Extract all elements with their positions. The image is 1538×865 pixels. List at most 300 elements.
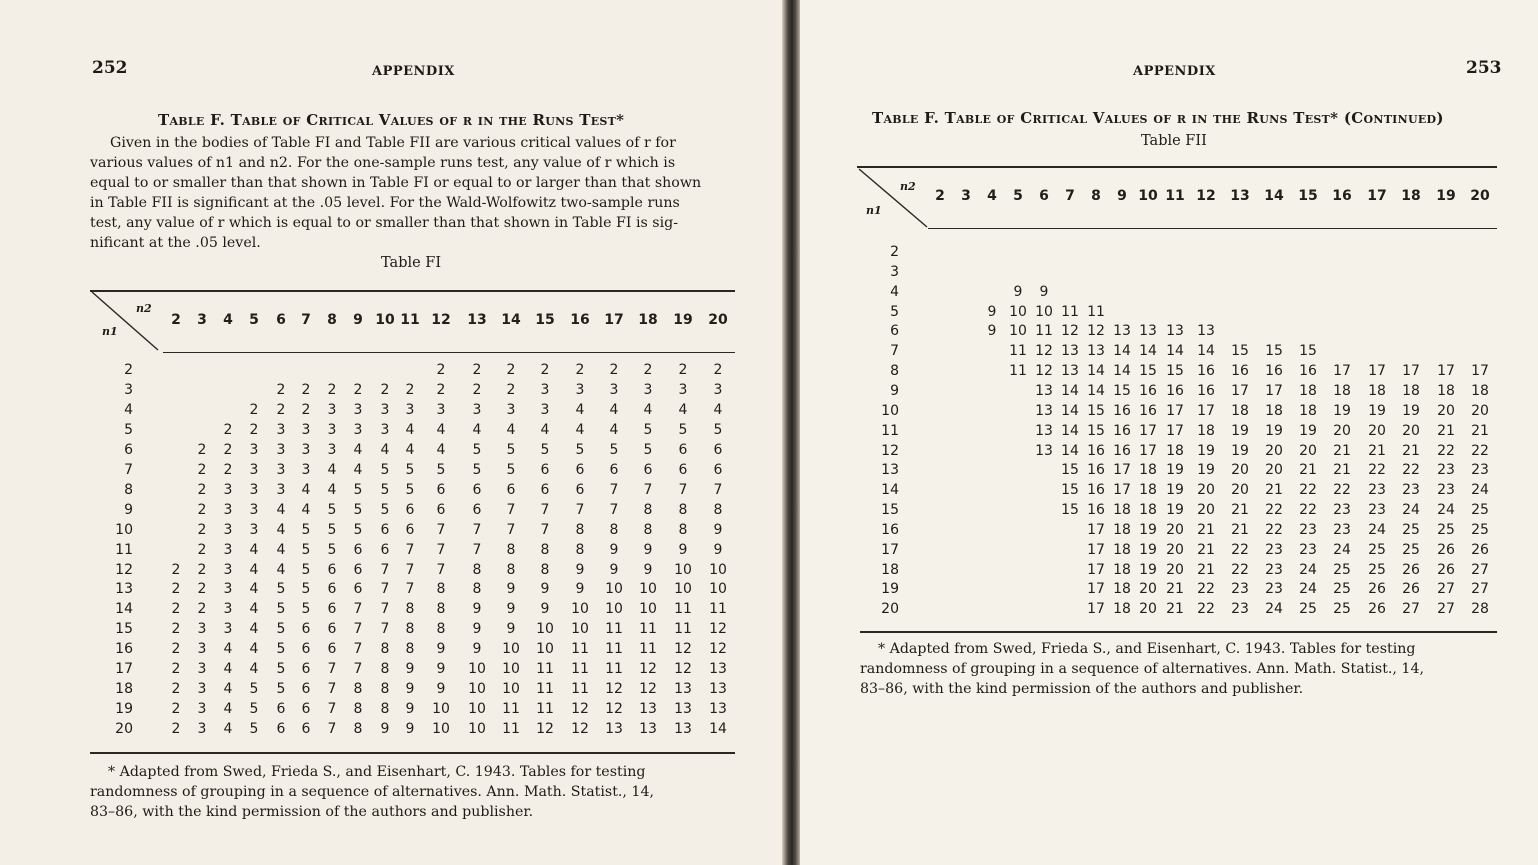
table-cell: 2 [171,681,181,698]
table-cell: 2 [609,362,619,378]
table-cell: 17 [1333,363,1351,380]
table-cell: 17 [1166,402,1184,419]
column-header: 5 [1013,188,1023,204]
table-cell: 13 [674,701,692,718]
table-cell: 9 [713,521,723,538]
row-header: 6 [124,441,133,458]
corner-diagonal [857,167,929,229]
table-cell: 11 [536,661,554,678]
table-cell: 18 [1113,601,1131,618]
table-cell: 3 [249,521,259,538]
table-cell: 10 [605,581,623,598]
table-cell: 13 [709,701,727,718]
table-cell: 21 [1333,462,1351,479]
table-cell: 3 [197,621,207,638]
table-subtitle: Table FI [381,255,442,271]
table-cell: 2 [575,362,585,378]
table-cell: 9 [472,641,482,658]
table-cell: 8 [643,501,653,518]
table-cell: 26 [1437,561,1455,578]
table-cell: 16 [1087,442,1105,459]
column-header: 9 [1117,188,1127,204]
table-cell: 20 [1166,561,1184,578]
table-cell: 11 [571,661,589,678]
table-cell: 13 [1035,382,1053,399]
col-var-label: n2 [900,180,916,193]
table-cell: 4 [353,461,363,478]
table-cell: 6 [436,481,446,498]
table-title: Table F. Table of Critical Values of r in the Runs Test* (Continued) [872,109,1444,127]
table-cell: 3 [276,481,286,498]
table-cell: 3 [575,381,585,398]
table-cell: 27 [1437,601,1455,618]
table-cell: 6 [472,501,482,518]
column-header: 7 [1065,188,1075,204]
table-cell: 7 [380,581,390,598]
table-cell: 10 [468,701,486,718]
table-cell: 20 [1139,581,1157,598]
table-cell: 17 [1368,363,1386,380]
table-cell: 7 [353,641,363,658]
column-header: 10 [375,312,395,328]
table-cell: 21 [1368,442,1386,459]
table-cell: 7 [436,521,446,538]
table-cell: 10 [1009,303,1027,320]
table-cell: 8 [472,581,482,598]
table-cell: 23 [1368,502,1386,519]
table-cell: 25 [1402,521,1420,538]
table-cell: 3 [223,541,233,558]
row-header: 15 [115,621,133,638]
table-cell: 6 [353,561,363,578]
table-cell: 5 [249,681,259,698]
table-cell: 10 [709,581,727,598]
table-cell: 12 [571,721,589,738]
table-cell: 9 [987,303,997,320]
table-cell: 10 [639,601,657,618]
table-cell: 4 [353,441,363,458]
table-cell: 13 [1035,422,1053,439]
table-cell: 5 [643,421,653,438]
table-cell: 11 [536,681,554,698]
table-cell: 24 [1299,581,1317,598]
table-cell: 10 [536,641,554,658]
table-cell: 11 [502,701,520,718]
row-header: 8 [890,363,899,380]
table-cell: 3 [380,401,390,418]
table-cell: 8 [353,721,363,738]
table-title: Table F. Table of Critical Values of r in the Runs Test* [158,111,625,129]
table-cell: 10 [468,681,486,698]
column-header: 16 [1332,188,1352,204]
table-cell: 7 [327,701,337,718]
table-cell: 9 [506,581,516,598]
column-header: 20 [708,312,728,328]
table-cell: 8 [380,701,390,718]
table-cell: 22 [1368,462,1386,479]
table-cell: 25 [1299,601,1317,618]
table-cell: 13 [1113,323,1131,340]
table-cell: 11 [605,641,623,658]
table-cell: 19 [1197,462,1215,479]
column-header: 7 [301,312,311,328]
table-cell: 4 [575,421,585,438]
table-cell: 4 [249,541,259,558]
table-cell: 2 [171,721,181,738]
table-cell: 17 [1139,422,1157,439]
table-cell: 5 [540,441,550,458]
table-cell: 2 [197,521,207,538]
table-cell: 5 [436,461,446,478]
table-cell: 2 [223,461,233,478]
table-cell: 17 [1087,601,1105,618]
table-cell: 22 [1231,541,1249,558]
table-cell: 9 [609,561,619,578]
table-cell: 4 [276,561,286,578]
table-cell: 19 [1333,402,1351,419]
table-cell: 21 [1231,521,1249,538]
table-cell: 15 [1087,422,1105,439]
table-subtitle: Table FII [1141,133,1207,149]
table-cell: 22 [1265,502,1283,519]
table-cell: 18 [1113,521,1131,538]
row-header: 10 [115,521,133,538]
table-cell: 8 [436,581,446,598]
table-cell: 19 [1139,541,1157,558]
table-cell: 4 [327,481,337,498]
table-cell: 20 [1197,482,1215,499]
table-cell: 6 [540,461,550,478]
table-cell: 21 [1197,541,1215,558]
table-cell: 3 [301,441,311,458]
header-rule [163,352,735,353]
table-cell: 10 [709,561,727,578]
table-cell: 18 [1299,382,1317,399]
table-cell: 5 [678,421,688,438]
table-cell: 13 [674,721,692,738]
table-cell: 2 [197,581,207,598]
column-header: 14 [501,312,521,328]
table-cell: 22 [1265,521,1283,538]
table-cell: 3 [540,401,550,418]
table-cell: 7 [609,501,619,518]
table-cell: 11 [571,681,589,698]
table-cell: 5 [472,441,482,458]
table-cell: 6 [380,521,390,538]
page-number: 252 [92,58,128,78]
table-cell: 5 [506,441,516,458]
table-cell: 23 [1437,462,1455,479]
table-cell: 16 [1113,442,1131,459]
table-cell: 9 [678,541,688,558]
table-cell: 4 [249,561,259,578]
table-cell: 22 [1299,482,1317,499]
row-header: 7 [890,343,899,360]
table-cell: 13 [605,721,623,738]
table-cell: 7 [472,541,482,558]
table-cell: 16 [1197,363,1215,380]
table-cell: 23 [1231,601,1249,618]
table-cell: 5 [327,541,337,558]
table-cell: 20 [1265,442,1283,459]
table-cell: 5 [575,441,585,458]
table-cell: 3 [276,421,286,438]
footnote-line: * Adapted from Swed, Frieda S., and Eisenhart, C. 1943. Tables for testing [108,764,646,780]
table-cell: 6 [575,461,585,478]
table-cell: 20 [1231,462,1249,479]
table-cell: 7 [643,481,653,498]
table-cell: 10 [674,561,692,578]
table-cell: 13 [674,681,692,698]
table-cell: 23 [1265,561,1283,578]
column-header: 3 [197,312,207,328]
column-header: 13 [1230,188,1250,204]
row-header: 13 [881,462,899,479]
table-cell: 8 [353,701,363,718]
table-cell: 3 [380,421,390,438]
footnote-line: randomness of grouping in a sequence of alternatives. Ann. Math. Statist., 14, [90,784,654,800]
table-cell: 6 [506,481,516,498]
table-cell: 12 [536,721,554,738]
row-header: 5 [124,421,133,438]
table-cell: 18 [1197,422,1215,439]
table-cell: 19 [1197,442,1215,459]
table-cell: 3 [713,381,723,398]
table-cell: 19 [1402,402,1420,419]
table-cell: 14 [709,721,727,738]
table-cell: 10 [502,681,520,698]
table-cell: 2 [436,381,446,398]
table-cell: 8 [506,561,516,578]
table-cell: 8 [506,541,516,558]
row-header: 13 [115,581,133,598]
table-cell: 8 [575,541,585,558]
intro-line: equal to or smaller than that shown in Table FI or equal to or larger than that shown [90,175,702,191]
table-cell: 18 [1402,382,1420,399]
row-header: 9 [890,382,899,399]
row-header: 10 [881,402,899,419]
column-header: 20 [1470,188,1490,204]
table-cell: 23 [1265,581,1283,598]
table-cell: 15 [1113,382,1131,399]
table-cell: 4 [223,661,233,678]
table-cell: 2 [327,381,337,398]
table-cell: 23 [1437,482,1455,499]
table-cell: 7 [405,581,415,598]
table-cell: 3 [249,501,259,518]
table-cell: 25 [1333,601,1351,618]
table-cell: 23 [1471,462,1489,479]
table-cell: 5 [472,461,482,478]
table-cell: 4 [575,401,585,418]
table-cell: 13 [1035,442,1053,459]
column-header: 11 [400,312,420,328]
table-cell: 16 [1265,363,1283,380]
table-cell: 27 [1471,561,1489,578]
table-cell: 21 [1333,442,1351,459]
table-cell: 27 [1402,601,1420,618]
table-cell: 7 [472,521,482,538]
table-cell: 3 [472,401,482,418]
table-cell: 8 [643,521,653,538]
table-cell: 13 [1087,343,1105,360]
table-cell: 26 [1402,561,1420,578]
row-header: 14 [115,601,133,618]
table-cell: 4 [276,501,286,518]
table-cell: 13 [639,701,657,718]
table-cell: 26 [1368,601,1386,618]
table-cell: 12 [639,681,657,698]
table-cell: 6 [301,701,311,718]
table-cell: 6 [643,461,653,478]
table-cell: 7 [713,481,723,498]
table-cell: 2 [643,362,653,378]
row-header: 20 [115,721,133,738]
table-cell: 21 [1299,462,1317,479]
table-cell: 3 [249,461,259,478]
table-cell: 9 [380,721,390,738]
row-var-label: n1 [866,204,882,217]
table-cell: 15 [1087,402,1105,419]
table-cell: 9 [609,541,619,558]
table-cell: 9 [436,661,446,678]
table-cell: 12 [1035,363,1053,380]
table-cell: 2 [171,701,181,718]
table-cell: 4 [223,701,233,718]
table-cell: 2 [276,381,286,398]
table-cell: 2 [197,541,207,558]
table-cell: 4 [223,681,233,698]
table-cell: 19 [1139,521,1157,538]
table-cell: 19 [1231,442,1249,459]
row-header: 11 [115,541,133,558]
table-cell: 3 [197,661,207,678]
table-cell: 9 [575,581,585,598]
book-gutter [782,0,802,865]
header-rule [928,228,1497,229]
table-cell: 18 [1437,382,1455,399]
table-cell: 7 [506,521,516,538]
table-cell: 6 [678,441,688,458]
table-cell: 18 [1231,402,1249,419]
table-cell: 17 [1402,363,1420,380]
table-cell: 5 [276,581,286,598]
table-cell: 8 [405,621,415,638]
table-cell: 19 [1139,561,1157,578]
table-cell: 16 [1139,382,1157,399]
table-cell: 21 [1166,581,1184,598]
table-cell: 9 [540,601,550,618]
intro-line: various values of n1 and n2. For the one-sample runs test, any value of r which is [90,155,676,171]
table-cell: 20 [1333,422,1351,439]
row-header: 19 [115,701,133,718]
table-cell: 6 [327,581,337,598]
table-bottom-rule [860,631,1497,633]
table-cell: 17 [1471,363,1489,380]
table-cell: 6 [327,561,337,578]
table-cell: 19 [1166,502,1184,519]
table-bottom-rule [90,752,735,754]
table-cell: 16 [1139,402,1157,419]
table-cell: 5 [380,481,390,498]
column-header: 17 [604,312,624,328]
table-cell: 10 [502,661,520,678]
table-cell: 8 [678,521,688,538]
table-cell: 9 [643,561,653,578]
table-cell: 15 [1265,343,1283,360]
table-cell: 21 [1437,422,1455,439]
table-cell: 11 [639,641,657,658]
table-cell: 19 [1265,422,1283,439]
table-cell: 18 [1113,561,1131,578]
table-cell: 18 [1113,502,1131,519]
table-cell: 18 [1299,402,1317,419]
table-cell: 10 [502,641,520,658]
table-cell: 24 [1299,561,1317,578]
table-cell: 14 [1061,422,1079,439]
table-cell: 23 [1368,482,1386,499]
table-cell: 3 [223,481,233,498]
column-header: 18 [638,312,658,328]
table-cell: 17 [1087,581,1105,598]
table-cell: 22 [1231,561,1249,578]
table-cell: 11 [571,641,589,658]
table-cell: 16 [1113,422,1131,439]
table-cell: 12 [605,681,623,698]
table-cell: 5 [327,501,337,518]
row-header: 16 [881,521,899,538]
table-cell: 22 [1299,502,1317,519]
table-cell: 3 [540,381,550,398]
table-cell: 4 [678,401,688,418]
table-cell: 3 [643,381,653,398]
table-cell: 18 [1265,402,1283,419]
table-cell: 2 [678,362,688,378]
table-cell: 3 [197,641,207,658]
table-cell: 3 [301,421,311,438]
table-cell: 25 [1437,521,1455,538]
table-cell: 2 [301,381,311,398]
table-cell: 6 [540,481,550,498]
table-cell: 7 [353,601,363,618]
table-cell: 22 [1333,482,1351,499]
table-cell: 7 [327,661,337,678]
table-cell: 5 [405,481,415,498]
table-cell: 11 [674,601,692,618]
table-cell: 20 [1166,521,1184,538]
table-cell: 22 [1471,442,1489,459]
table-cell: 9 [405,701,415,718]
table-cell: 11 [1061,303,1079,320]
table-cell: 6 [327,621,337,638]
table-cell: 2 [713,362,723,378]
column-header: 19 [1436,188,1456,204]
running-head: APPENDIX [1133,64,1216,79]
table-cell: 8 [380,661,390,678]
table-cell: 8 [405,641,415,658]
table-cell: 9 [1013,283,1023,300]
table-cell: 9 [472,601,482,618]
table-cell: 18 [1113,581,1131,598]
column-header: 10 [1138,188,1158,204]
table-cell: 7 [609,481,619,498]
table-cell: 11 [605,661,623,678]
column-header: 8 [1091,188,1101,204]
row-header: 4 [890,283,899,300]
row-header: 18 [881,561,899,578]
table-cell: 5 [327,521,337,538]
row-header: 20 [881,601,899,618]
